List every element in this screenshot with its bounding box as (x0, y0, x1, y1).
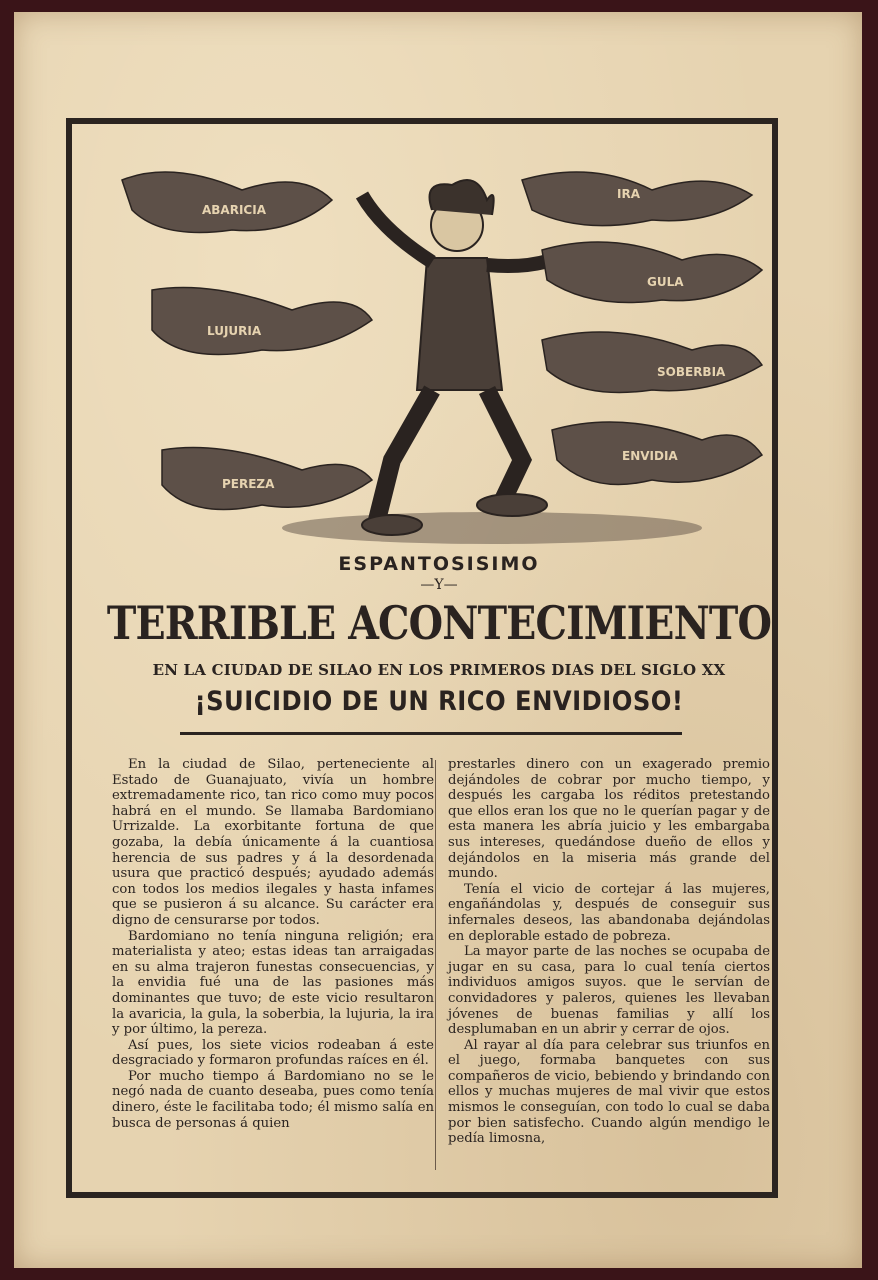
headline-rule (180, 732, 682, 735)
label-lujuria: LUJURIA (207, 324, 262, 338)
man-figure (362, 180, 572, 535)
title-conjunction: —Y— (420, 577, 458, 593)
label-avaricia: ABARICIA (202, 203, 266, 217)
paragraph: prestarles dinero con un exagerado premio dejándoles de cobrar por mucho tiempo, y después les cargaba los réditos pretestando que ellos eran los que no le querían pagar y de esta manera les abría juicio y les embargaba sus intereses, quedándose dueño de ellos y dejándolos en la miseria más grande del mundo. (448, 757, 770, 882)
label-soberbia: SOBERBIA (657, 365, 726, 379)
paragraph: La mayor parte de las noches se ocupaba de jugar en su casa, para lo cual tenía ciertos individuos amigos suyos. que le servían de convidadores y paleros, quienes les llevaban jóvenes de buenas familias y allí los desplumaban en un abrir y cerrar de ojos. (448, 944, 770, 1038)
title-espantosisimo: ESPANTOSISIMO (338, 553, 540, 575)
label-ira: IRA (617, 187, 640, 201)
paragraph: Bardomiano no tenía ninguna religión; era materialista y ateo; estas ideas tan arraigadas en su alma trajeron funestas consecuencias, y la envidia fué una de las pasiones más dominantes que tuvo; de este vicio resultaron la avaricia, la gula, la soberbia, la lujuria, la ira y por último, la pereza. (112, 928, 434, 1038)
woodcut-illustration (92, 140, 782, 560)
main-title: TERRIBLE ACONTECIMIENTO (106, 596, 772, 650)
paragraph: Al rayar al día para celebrar sus triunfos en el juego, formaba banquetes con sus compañeros de vicio, bebiendo y brindando con ellos y muchas mujeres de mal vivir que estos mismos le conseguían, con todo lo cual se daba por bien satisfecho. Cuando algún mendigo le pedía limosna, (448, 1037, 770, 1147)
paragraph: En la ciudad de Silao, perteneciente al Estado de Guanajuato, vivía un hombre extremadamente rico, tan rico como muy pocos habrá en el mundo. Se llamaba Bardomiano Urrizalde. La exorbitante fortuna de que gozaba, la debía únicamente á la cuantiosa herencia de sus padres y á la desordenada usura que practicó después; ayudado además con todos los medios ilegales y hasta infames que se pusieron á su alcance. Su carácter era digno de censurarse por todos. (112, 757, 434, 928)
paragraph: Así pues, los siete vicios rodeaban á este desgraciado y formaron profundas raíces en él. (112, 1037, 434, 1069)
column-divider (435, 760, 436, 1170)
subtitle: EN LA CIUDAD DE SILAO EN LOS PRIMEROS DIAS DEL SIGLO XX (152, 661, 726, 679)
left-column (112, 757, 434, 1131)
label-gula: GULA (647, 275, 684, 289)
paragraph: Tenía el vicio de cortejar á las mujeres, engañándolas y, después de conseguir sus infernales deseos, las abandonaba dejándolas en deplorable estado de pobreza. (448, 881, 770, 944)
label-pereza: PEREZA (222, 477, 275, 491)
paragraph: Por mucho tiempo á Bardomiano no se le negó nada de cuanto deseaba, pues como tenía dinero, éste le facilitaba todo; él mismo salía en busca de personas á quien (112, 1068, 434, 1131)
headline: ¡SUICIDIO DE UN RICO ENVIDIOSO! (194, 686, 684, 717)
label-envidia: ENVIDIA (622, 449, 678, 463)
right-column (448, 757, 770, 1147)
illustration-svg (92, 140, 782, 560)
